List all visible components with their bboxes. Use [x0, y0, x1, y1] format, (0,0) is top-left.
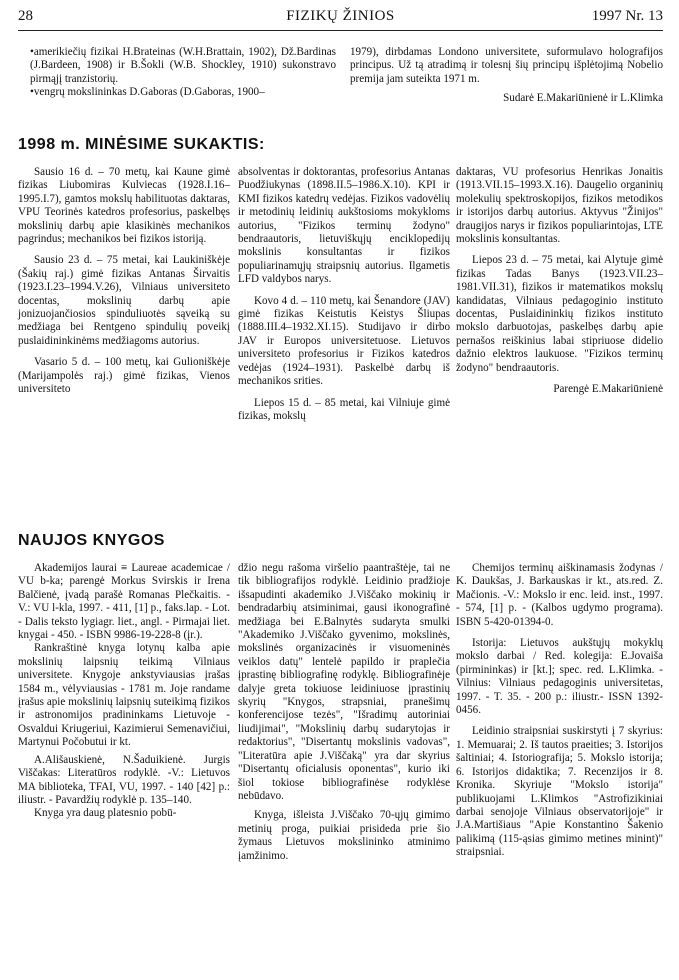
book-entry: Akademijos laurai ≡ Laureae academicae / VU b-ka; parengė Morkus Svirskis ir Irena Balčienė, įvadą parašė Romanas Plečkaitis. - V.: VU l-kla, 1997. - 411, [1] p., faks.lap. - Lot. - Dalis teksto lygiagr. liet., angl. - Pirmajai liet. knygai - 450. - ISBN 9986-19-228-8 (įr.).	[18, 562, 230, 642]
book-entry: Istorija: Lietuvos aukštųjų mokyklų mokslo darbai / Red. kolegija: E.Jovaiša (pirmininkas) ir [kt.]; spec. red. L.Klimka. - Vilnius: Vilniaus pedagoginis universitetas, 1997. - T. 35. - 200 p.: iliustr.- ISSN 1392-0456.	[456, 637, 663, 717]
book-entry: džio negu rašoma viršelio paantraštėje, tai ne tik bibliografijos rodyklė. Leidinio pradžioje išsapudinti akademiko J.Viščako mokinių ir bendradarbių atsiminimai, gausi ikonografinė medžiaga bei E.Balnytės sudaryta smulki "Akademiko J.Viščako gyvenimo, mokslinės, mokslinės organizacinės ir visuomeninės veiklos datų" lentelė papildo ir praplečia įprastinę bibliografinę rodyklę. Bibliografinėje dalyje greta tokiuose leidiniuose įprastinių skyrių "Knygos, strapsniai, pranešimų konferencijose tezės", "Išradimų autoriniai liudijimai", "Mokslinių darbų sudarytojas ir redaktorius", "Disertantų mokslinis vadovas", "Literatūra apie J.Viščaką" yra dar skyrius "Disertantų oficialusis oponentas", kurio iki šiol tokiose bibliografinėse rodyklėse nebūdavo.	[238, 562, 450, 802]
anniv-column-2	[238, 166, 450, 423]
anniv-entry: Liepos 15 d. – 85 metai, kai Vilniuje gimė fizikas, mokslų	[238, 396, 450, 422]
nobel-paragraph-3: 1979), dirbdamas Londono universitete, suformulavo holografijos principus. Už tą atradimą ir tolesnį šių principų išplėtojimą Nobelio premija jam suteikta 1971 m.	[350, 46, 663, 85]
book-entry: Leidinio straipsniai suskirstyti į 7 skyrius: 1. Memuarai; 2. Iš tautos praeities; 3. Istorijos šaltiniai; 4. Istoriografija; 5. Mokslo istorija; 6. Istorijos didaktika; 7. Recenzijos ir 8. Kronika. Skyriuje "Mokslo istorija" publikuojami L.Klimkos "Astrofizikiniai darbai senojoje Vilniaus observatorijoje" ir J.A.Martišiaus "Apie Konstantino Šakenio palikimą (115-ąsias gimimo metines minint)" straipsniai.	[456, 725, 663, 859]
book-entry: Knyga, išleista J.Viščako 70-ųjų gimimo metinių proga, puikiai prisideda prie šio žymaus Lietuvos mokslininko atminimo įamžinimo.	[238, 809, 450, 862]
books-column-3	[456, 562, 663, 860]
new-books-heading: NAUJOS KNYGOS	[18, 532, 165, 549]
anniv-entry: Vasario 5 d. – 100 metų, kai Gulioniškėje (Marijampolės raj.) gimė fizikas, Vienos universiteto	[18, 356, 230, 396]
anniv-entry: Sausio 23 d. – 75 metai, kai Laukiniškėje (Šakių raj.) gimė fizikas Antanas Širvaitis (1923.I.23–1994.V.26), Vilniaus universiteto docentas, mokslinių darbų apie jonizuojančiosios spinduliuotės sąveiką su medžiaga bei Rentgeno spindulių poveikį puslaidininkinėms medžiagoms autorius.	[18, 254, 230, 347]
nobel-paragraph-2: •vengrų mokslininkas D.Gaboras (D.Gaboras, 1900–	[30, 86, 265, 99]
books-column-2	[238, 562, 450, 863]
journal-title: FIZIKŲ ŽINIOS	[286, 8, 395, 24]
book-entry: A.Ališauskienė, N.Šaduikienė. Jurgis Viščakas: Literatūros rodyklė. -V.: Lietuvos MA biblioteka, TFAI, VU, 1997. - 140 [42] p.: iliustr. - Pavardžių rodyklė p. 135–140.	[18, 753, 230, 806]
anniv-entry: Liepos 23 d. – 75 metai, kai Alytuje gimė fizikas Tadas Banys (1923.VII.23–1981.VII.31), fizikos ir matematikos mokslų kandidatas, Vilniaus pedagoginio instituto docentas, Puslaidininkių fizikos instituto mokslo darbuotojas, paskelbęs darbų apie pernašos reiškinius labai stipriuose didelio dažnio elektros laukuose. "Fizikos terminų žodyno" bendraautoris.	[456, 254, 663, 374]
anniv-column-3	[456, 166, 663, 397]
top-left-column	[30, 46, 336, 100]
anniversaries-heading: 1998 m. MINĖSIME SUKAKTIS:	[18, 136, 265, 153]
anniv-signature: Parengė E.Makariūnienė	[553, 383, 663, 396]
anniv-entry: absolventas ir doktorantas, profesorius Antanas Puodžiukynas (1898.II.5–1986.X.10). KPI ir KMI fizikos katedrų vedėjas. Fizikos vadovėlių ir metodinių leidinių aukštosioms mokykloms autorius, "Fizikos terminų žodyno" bendraautoris, lietuviškųjų enciklopedijų mokslinis konsultantas ir fizikos populiarinamųjų straipsnių autorius. Ilgametis LFD valdybos narys.	[238, 166, 450, 286]
header-rule	[18, 30, 663, 31]
top-signature: Sudarė E.Makariūnienė ir L.Klimka	[503, 92, 663, 105]
anniv-column-1	[18, 166, 230, 397]
books-column-1	[18, 562, 230, 821]
page-header	[18, 8, 663, 26]
top-right-column	[350, 46, 663, 106]
page-number: 28	[18, 8, 33, 24]
book-entry: Knyga yra daug platesnio pobū-	[34, 807, 177, 820]
anniv-entry: Kovo 4 d. – 110 metų, kai Šenandore (JAV) gimė fizikas Keistutis Keistys Šliupas (1888.III.4–1932.XI.15). Studijavo ir dirbo JAV ir Europos universitetuose. Lietuvos universiteto profesorius ir Fizikos katedros vedėjas (1924–1931). Paskelbė darbų iš mechanikos srities.	[238, 294, 450, 388]
anniv-entry: Sausio 16 d. – 70 metų, kai Kaune gimė fizikas Liubomiras Kulviecas (1928.I.16–1995.I.7), gamtos mokslų habilituotas daktaras, VPU Teorinės katedros profesorius, paskelbęs mokslinių darbų apie klasikinės mechanikos pagrindus; mechanikos bei fizikos istoriją.	[18, 166, 230, 246]
book-entry: Chemijos terminų aiškinamasis žodynas / K. Daukšas, J. Barkauskas ir kt., ats.red. Z. Mačionis. -V.: Mokslo ir enc. leid. inst., 1997. - 574, [1] p. - (Kalbos ugdymo programa). ISBN 5-420-01394-0.	[456, 562, 663, 628]
anniv-entry: daktaras, VU profesorius Henrikas Jonaitis (1913.VII.15–1993.X.16). Daugelio organinių molekulių spektroskopijos, fizikos metodikos ir istorijos darbų autorius. Aktyvus "Žinijos" draugijos narys ir fizikos populiarintojas, LTE mokslinis konsultantas.	[456, 166, 663, 246]
issue-number: 1997 Nr. 13	[591, 8, 663, 24]
book-entry: Rankraštinė knyga lotynų kalba apie mokslinių laipsnių teikimą Vilniaus universitete. Knygoje ankstyviausias įrašas 1584 m., vėlyviausias - 1781 m. Joje randame įrašus apie mokslinių laipsnių suteikimą fizikos ir astronomijos pradininkams Lietuvoje - Osvaldui Kriugeriui, Kazimierui Semenavičiui, Martynui Počobutui ir kt.	[18, 642, 230, 749]
nobel-paragraph-1: •amerikiečių fizikai H.Brateinas (W.H.Brattain, 1902), Dž.Bardinas (J.Bardeen, 1908) ir B.Šokli (W.B. Shockley, 1910) sukonstravo pirmąjį tranzistorių.	[30, 46, 336, 85]
